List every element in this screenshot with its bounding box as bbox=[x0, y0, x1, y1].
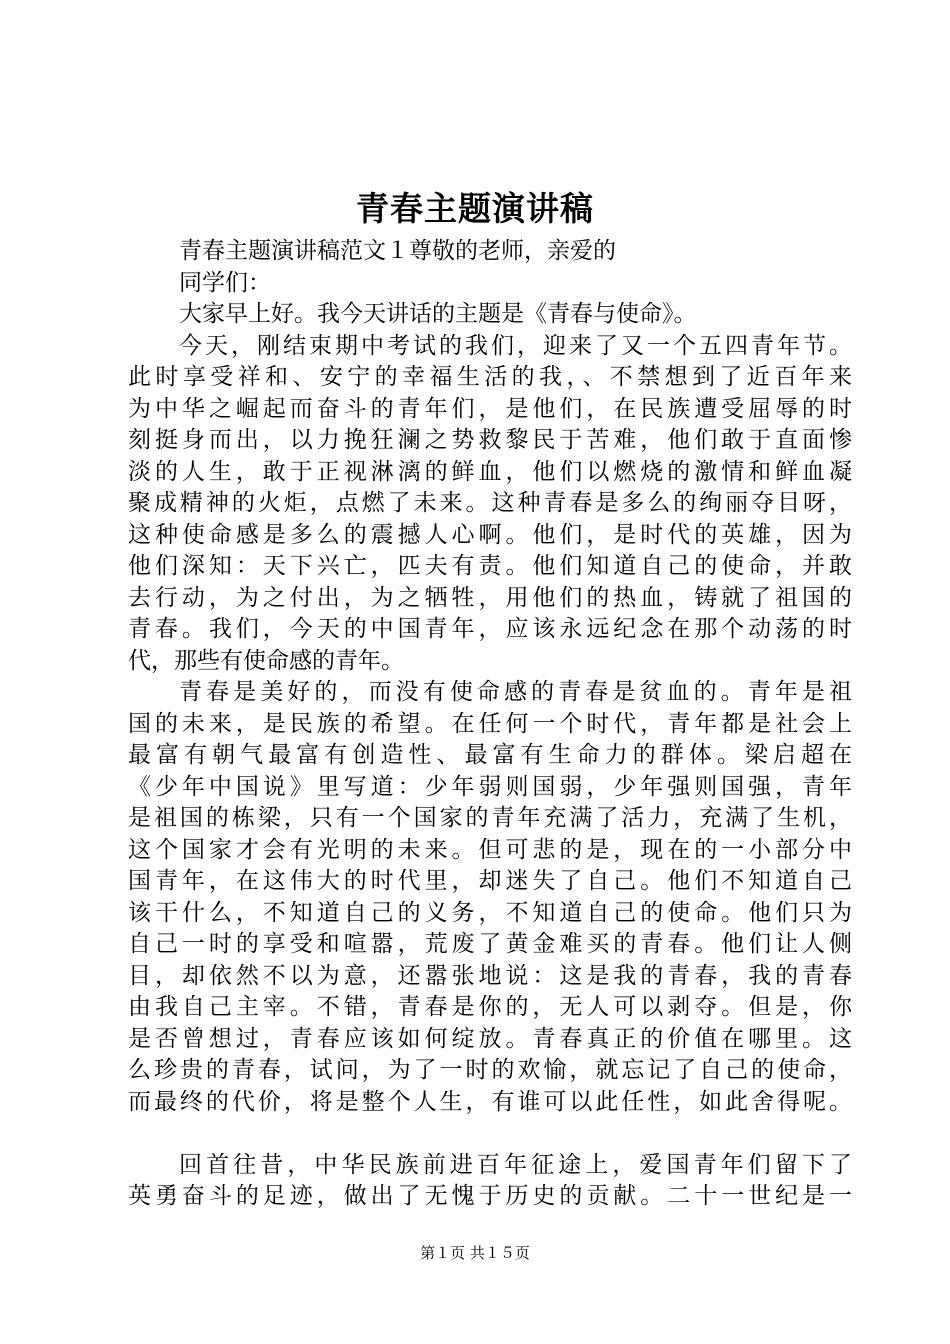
text-line: 么珍贵的青春，试问，为了一时的欢愉，就忘记了自己的使命， bbox=[128, 1057, 852, 1083]
text-line: 而最终的代价，将是整个人生，有谁可以此任性，如此舍得呢。 bbox=[128, 1088, 852, 1115]
text-line: 青春主题演讲稿范文１尊敬的老师，亲爱的 bbox=[179, 238, 616, 264]
text-line: 淡的人生，敢于正视淋漓的鲜血，他们以燃烧的激情和鲜血凝 bbox=[128, 458, 852, 485]
text-line: 是祖国的栋梁，只有一个国家的青年充满了活力，充满了生机， bbox=[128, 805, 852, 831]
text-line: 这种使命感是多么的震撼人心啊。他们，是时代的英雄，因为 bbox=[128, 521, 852, 548]
text-line: 聚成精神的火炬，点燃了未来。这种青春是多么的绚丽夺目呀， bbox=[128, 490, 852, 516]
text-line: 由我自己主宰。不错，青春是你的，无人可以剥夺。但是，你 bbox=[128, 994, 852, 1020]
document-body bbox=[128, 236, 852, 1213]
document-title: 青春主题演讲稿 bbox=[356, 189, 594, 228]
text-line: 青春。我们，今天的中国青年，应该永远纪念在那个动荡的时 bbox=[128, 616, 852, 642]
text-line: 为中华之崛起而奋斗的青年们，是他们，在民族遭受屈辱的时 bbox=[128, 395, 852, 422]
text-line: 目，却依然不以为意，还嚣张地说：这是我的青春，我的青春 bbox=[128, 962, 852, 989]
text-line: 此时享受祥和、安宁的幸福生活的我，、不禁想到了近百年来 bbox=[128, 364, 852, 390]
text-line: 大家早上好。我今天讲话的主题是《青春与使命》。 bbox=[179, 301, 697, 327]
text-line: 国的未来，是民族的希望。在任何一个时代，青年都是社会上 bbox=[128, 710, 852, 737]
page-footer: 第１页 共１５页 bbox=[420, 1244, 530, 1262]
text-line: 去行动，为之付出，为之牺牲，用他们的热血，铸就了祖国的 bbox=[128, 584, 852, 611]
text-line: 英勇奋斗的足迹，做出了无愧于历史的贡献。二十一世纪是一 bbox=[128, 1183, 852, 1209]
text-line: 青春是美好的，而没有使命感的青春是贫血的。青年是祖 bbox=[179, 679, 852, 705]
text-line: 国青年，在这伟大的时代里，却迷失了自己。他们不知道自己 bbox=[128, 868, 852, 894]
text-line: 自己一时的享受和喧嚣，荒废了黄金难买的青春。他们让人侧 bbox=[128, 931, 852, 957]
text-line: 刻挺身而出，以力挽狂澜之势救黎民于苦难，他们敢于直面惨 bbox=[128, 427, 852, 453]
text-line: 今天，刚结束期中考试的我们，迎来了又一个五四青年节。 bbox=[179, 332, 852, 359]
text-line: 他们深知：天下兴亡，匹夫有责。他们知道自己的使命，并敢 bbox=[128, 553, 852, 579]
text-line: 同学们： bbox=[179, 269, 271, 296]
text-line: 回首往昔，中华民族前进百年征途上，爱国青年们留下了 bbox=[179, 1151, 852, 1178]
text-line: 《少年中国说》里写道：少年弱则国弱，少年强则国强，青年 bbox=[128, 773, 852, 800]
text-line: 该干什么，不知道自己的义务，不知道自己的使命。他们只为 bbox=[128, 899, 852, 926]
text-line: 代，那些有使命感的青年。 bbox=[128, 647, 404, 674]
text-line: 是否曾想过，青春应该如何绽放。青春真正的价值在哪里。这 bbox=[128, 1025, 852, 1052]
paragraph-gap bbox=[128, 1118, 852, 1150]
text-line: 最富有朝气最富有创造性、最富有生命力的群体。梁启超在 bbox=[128, 742, 852, 768]
text-line: 这个国家才会有光明的未来。但可悲的是，现在的一小部分中 bbox=[128, 836, 852, 863]
